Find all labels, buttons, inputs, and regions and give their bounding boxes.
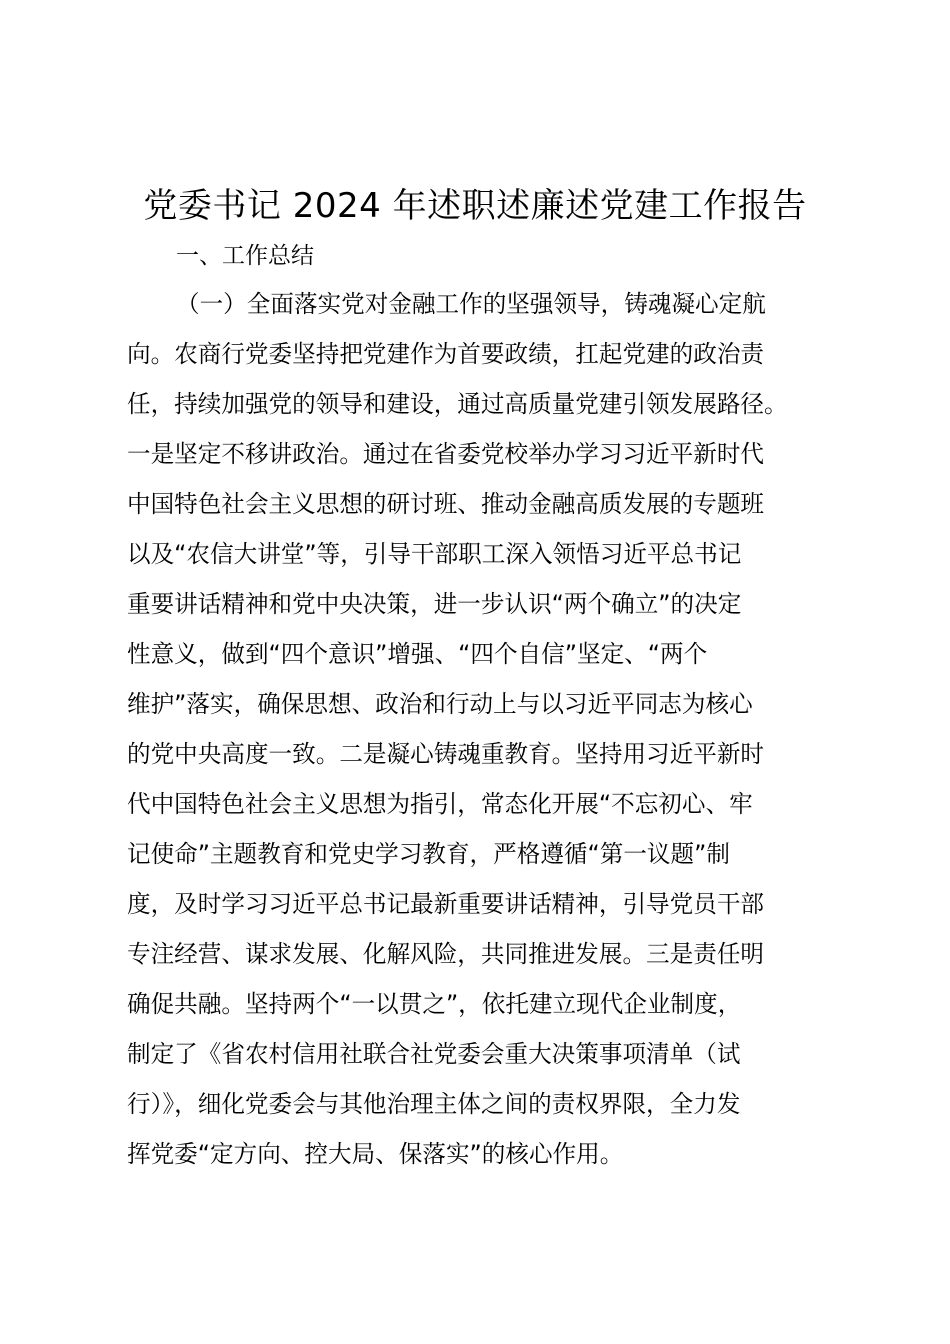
paragraph-line: 制定了《省农村信用社联合社党委会重大决策事项清单（试	[127, 1040, 741, 1068]
section-heading: 一、工作总结	[176, 243, 314, 269]
paragraph-line: 中国特色社会主义思想的研讨班、推动金融高质发展的专题班	[127, 490, 765, 518]
document-title: 党委书记 2024 年述职述廉述党建工作报告	[143, 186, 807, 226]
paragraph-line: 专注经营、谋求发展、化解风险，共同推进发展。三是责任明	[127, 940, 765, 968]
paragraph-line: 以及“农信大讲堂”等，引导干部职工深入领悟习近平总书记	[127, 540, 742, 568]
paragraph-line: 挥党委“定方向、控大局、保落实”的核心作用。	[127, 1140, 624, 1168]
paragraph-line: 确促共融。坚持两个“一以贯之”，依托建立现代企业制度，	[127, 990, 742, 1018]
paragraph-line: 维护”落实，确保思想、政治和行动上与以习近平同志为核心	[127, 690, 753, 718]
paragraph-line: （一）全面落实党对金融工作的坚强领导，铸魂凝心定航	[176, 290, 766, 318]
paragraph-line: 的党中央高度一致。二是凝心铸魂重教育。坚持用习近平新时	[127, 740, 765, 768]
paragraph-line: 记使命”主题教育和党史学习教育，严格遵循“第一议题”制	[127, 840, 730, 868]
paragraph-line: 一是坚定不移讲政治。通过在省委党校举办学习习近平新时代	[127, 440, 765, 468]
paragraph-line: 度，及时学习习近平总书记最新重要讲话精神，引导党员干部	[127, 890, 765, 918]
paragraph-line: 重要讲话精神和党中央决策，进一步认识“两个确立”的决定	[127, 590, 742, 618]
paragraph-line: 行）》，细化党委会与其他治理主体之间的责权界限，全力发	[127, 1090, 741, 1118]
paragraph-line: 代中国特色社会主义思想为指引，常态化开展“不忘初心、牢	[127, 790, 753, 818]
paragraph-line: 性意义，做到“四个意识”增强、“四个自信”坚定、“两个	[127, 640, 708, 668]
paragraph-line: 向。农商行党委坚持把党建作为首要政绩，扛起党建的政治责	[127, 340, 765, 368]
paragraph-line: 任，持续加强党的领导和建设，通过高质量党建引领发展路径。	[127, 390, 788, 418]
